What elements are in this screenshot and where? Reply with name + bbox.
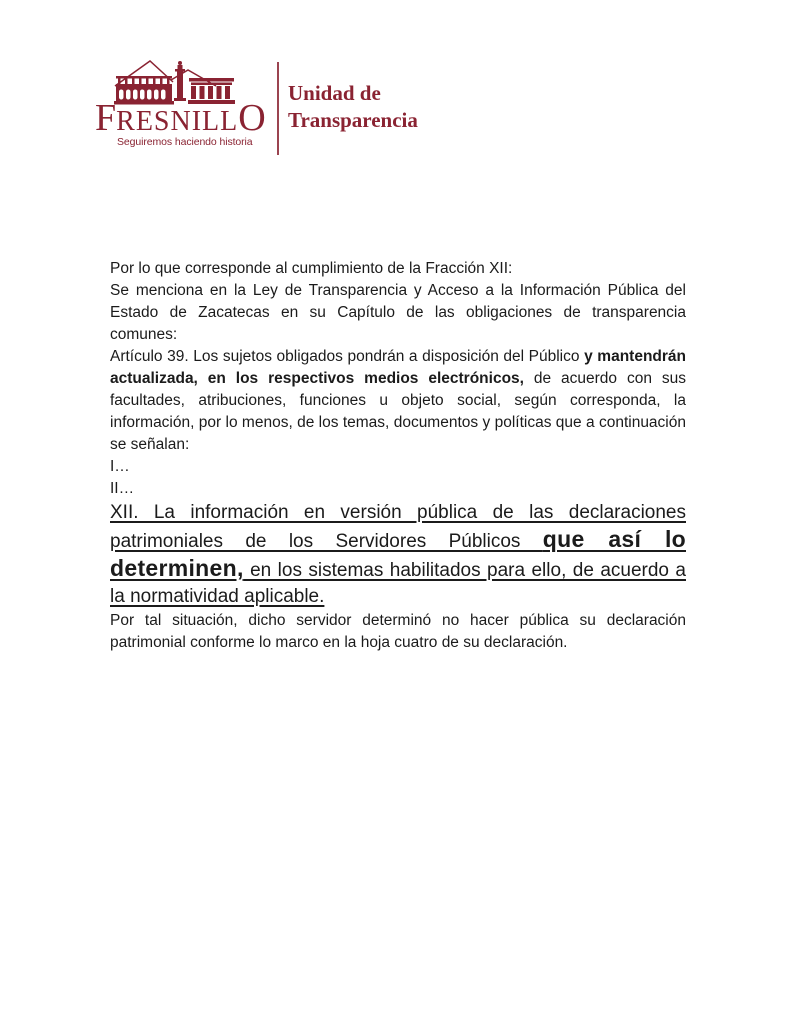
fraction-xii-bold-clause: que así lo determinen, [110,526,686,581]
fraction-i-item: I… [110,458,130,475]
article-39-bold-clause: y mantendrán actualizada, en los respectivos medios electrónicos, [110,348,687,387]
article-39-text-end: de acuerdo con sus facultades, atribuciones, funciones u objeto social, según corresponda, la información, por lo menos, de los temas, documentos y políticas que a continuación se señalan: [110,370,686,453]
wordmark-letter-o: O [238,97,266,139]
unit-name [288,80,418,134]
fraction-xii-paragraph [110,500,686,610]
closing-paragraph: Por tal situación, dicho servidor determinó no hacer pública su declaración patrimonial conforme lo marco en la hoja cuatro de su declaración. [110,612,686,651]
fraction-ii-item: II… [110,480,135,497]
unit-name-line1: Unidad de [288,81,381,105]
article-39-paragraph [110,346,686,456]
unit-name-line2: Transparencia [288,108,418,132]
article-39-text-start: Artículo 39. Los sujetos obligados pondrán a disposición del Público [110,348,585,365]
intro-paragraph: Por lo que corresponde al cumplimiento de la Fracción XII: [110,260,513,277]
fraction-xii-text-start: XII. La información en versión pública de las declaraciones patrimoniales de los Servidores Públicos [110,502,686,552]
wordmark-middle: RESNILL [116,106,239,137]
fraction-xii-text-end: en los sistemas habilitados para ello, de acuerdo a la normatividad aplicable. [110,560,686,607]
wordmark-letter-f: F [95,97,117,139]
logo-tagline: Seguiremos haciendo historia [117,136,253,148]
law-mention-paragraph: Se menciona en la Ley de Transparencia y Acceso a la Información Pública del Estado de Zacatecas en su Capítulo de las obligaciones de transparencia comunes: [110,282,686,343]
letterhead [0,0,791,170]
logo-divider [277,62,279,155]
letter-body [110,258,686,654]
